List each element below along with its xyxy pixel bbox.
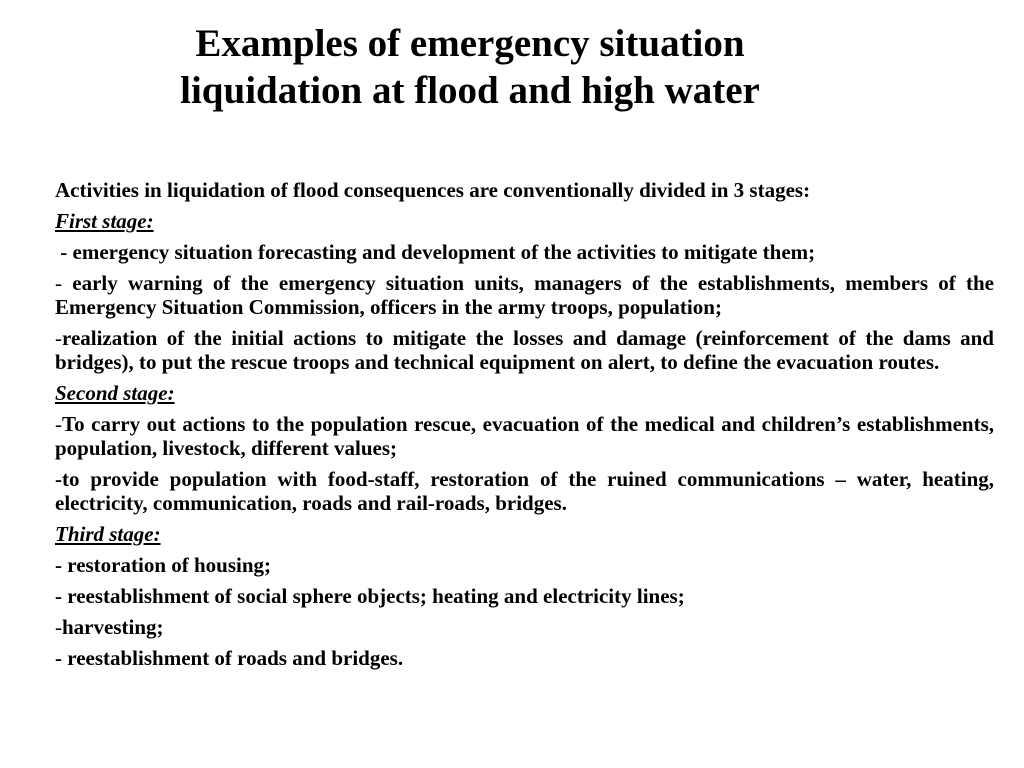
list-item-text: harvesting; xyxy=(62,615,164,639)
list-item-text: to provide population with food-staff, restoration of the ruined communications – water, heating, electricity, communication, roads and rail-roads, bridges. xyxy=(55,467,994,515)
list-item-text: reestablishment of social sphere objects; heating and electricity lines; xyxy=(67,584,685,608)
list-item-text: emergency situation forecasting and development of the activities to mitigate them; xyxy=(72,240,816,264)
stage-heading-second: Second stage: xyxy=(55,381,175,405)
dash-marker: - xyxy=(55,412,62,436)
stage-heading-third: Third stage: xyxy=(55,522,161,546)
title-line-2: liquidation at flood and high water xyxy=(180,69,760,112)
dash-marker: - xyxy=(55,240,73,264)
list-item-text: reestablishment of roads and bridges. xyxy=(67,646,404,670)
page-title xyxy=(80,20,860,114)
dash-marker: - xyxy=(55,326,62,350)
slide-body xyxy=(55,178,994,677)
list-item-text: realization of the initial actions to mitigate the losses and damage (reinforcement of the dams and bridges), to put the rescue troops and technical equipment on alert, to define the evacuation routes. xyxy=(55,326,994,374)
list-item xyxy=(55,412,994,460)
title-line-1: Examples of emergency situation xyxy=(195,22,745,65)
list-item xyxy=(55,584,994,608)
list-item xyxy=(55,646,994,670)
list-item xyxy=(55,467,994,515)
dash-marker: - xyxy=(55,584,68,608)
stage-heading-first: First stage: xyxy=(55,209,154,233)
list-item xyxy=(55,271,994,319)
list-item xyxy=(55,615,994,639)
dash-marker: - xyxy=(55,615,62,639)
dash-marker: - xyxy=(55,646,68,670)
list-item-text: To carry out actions to the population rescue, evacuation of the medical and children’s establishments, population, livestock, different values; xyxy=(55,412,994,460)
list-item xyxy=(55,240,994,264)
list-item xyxy=(55,553,994,577)
list-item-text: restoration of housing; xyxy=(67,553,272,577)
list-item-text: early warning of the emergency situation units, managers of the establishments, members of the Emergency Situation Commission, officers in the army troops, population; xyxy=(55,271,994,319)
dash-marker: - xyxy=(55,271,73,295)
intro-text: Activities in liquidation of flood consequences are conventionally divided in 3 stages: xyxy=(55,178,811,202)
dash-marker: - xyxy=(55,553,68,577)
list-item xyxy=(55,326,994,374)
dash-marker: - xyxy=(55,467,62,491)
